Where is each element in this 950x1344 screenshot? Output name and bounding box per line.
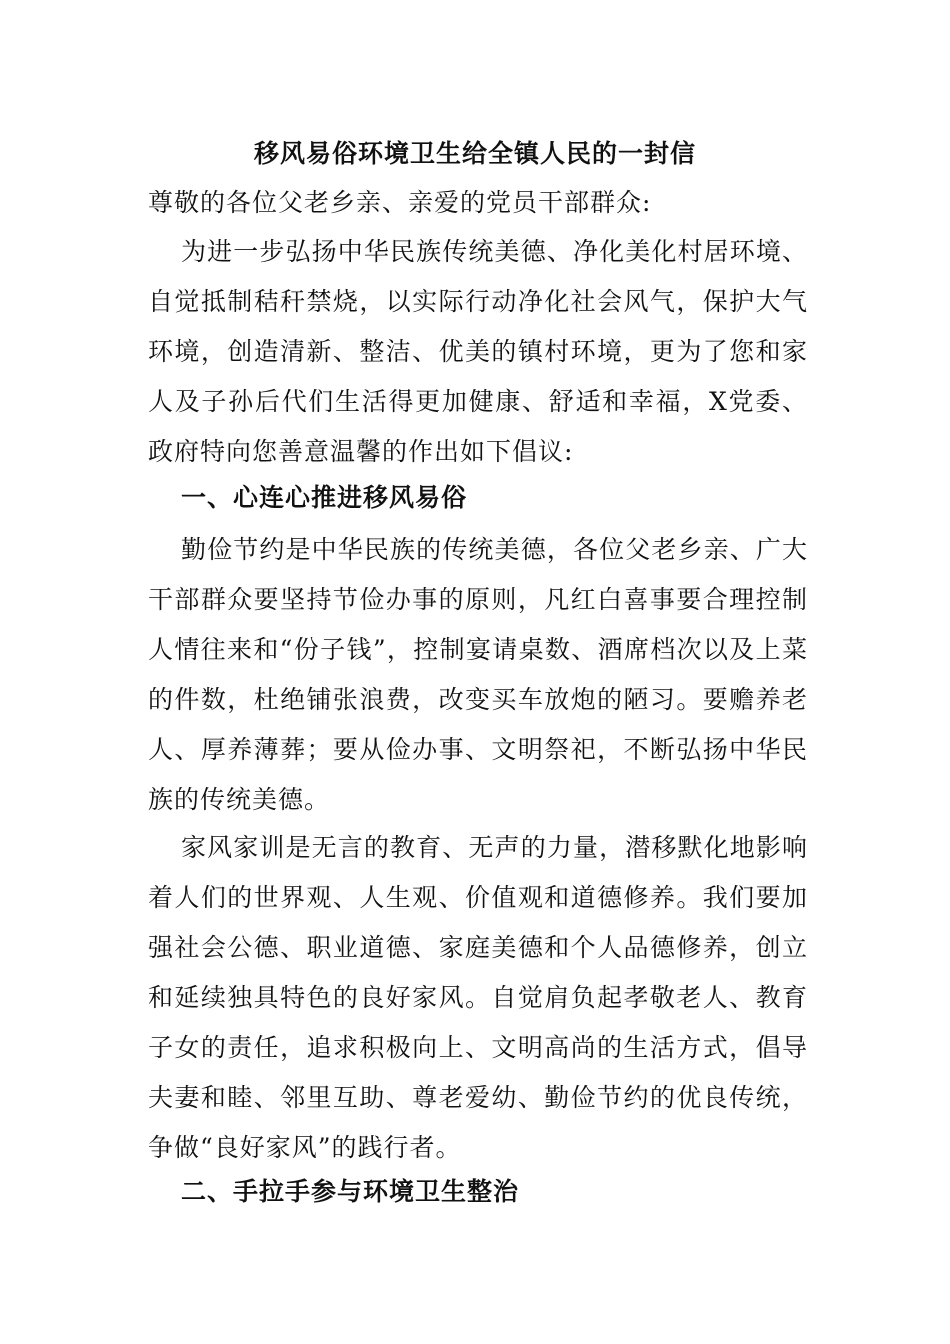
paragraph-thrift: 勤俭节约是中华民族的传统美德，各位父老乡亲、广大干部群众要坚持节俭办事的原则，凡红白喜事要合理控制人情往来和“份子钱”，控制宴请桌数、酒席档次以及上菜的件数，杜绝铺张浪费，改变买车放炮的陋习。要赡养老人、厚养薄葬；要从俭办事、文明祭祀，不断弘扬中华民族的传统美德。 xyxy=(148,535,808,814)
section-heading-1: 一、心连心推进移风易俗 xyxy=(181,483,468,512)
section-heading-2: 二、手拉手参与环境卫生整治 xyxy=(181,1177,520,1206)
paragraph-intro: 为进一步弘扬中华民族传统美德、净化美化村居环境、自觉抵制秸秆禁烧，以实际行动净化社会风气，保护大气环境，创造清新、整洁、优美的镇村环境，更为了您和家人及子孙后代们生活得更加健康、舒适和幸福，X党委、政府特向您善意温馨的作出如下倡议: xyxy=(148,237,808,466)
paragraph-family-values: 家风家训是无言的教育、无声的力量，潜移默化地影响着人们的世界观、人生观、价值观和道德修养。我们要加强社会公德、职业道德、家庭美德和个人品德修养，创立和延续独具特色的良好家风。自觉肩负起孝敬老人、教育子女的责任，追求积极向上、文明高尚的生活方式，倡导夫妻和睦、邻里互助、尊老爱幼、勤俭节约的优良传统，争做“良好家风”的践行者。 xyxy=(148,833,808,1162)
salutation: 尊敬的各位父老乡亲、亲爱的党员干部群众: xyxy=(148,188,652,217)
document-title: 移风易俗环境卫生给全镇人民的一封信 xyxy=(253,139,696,168)
